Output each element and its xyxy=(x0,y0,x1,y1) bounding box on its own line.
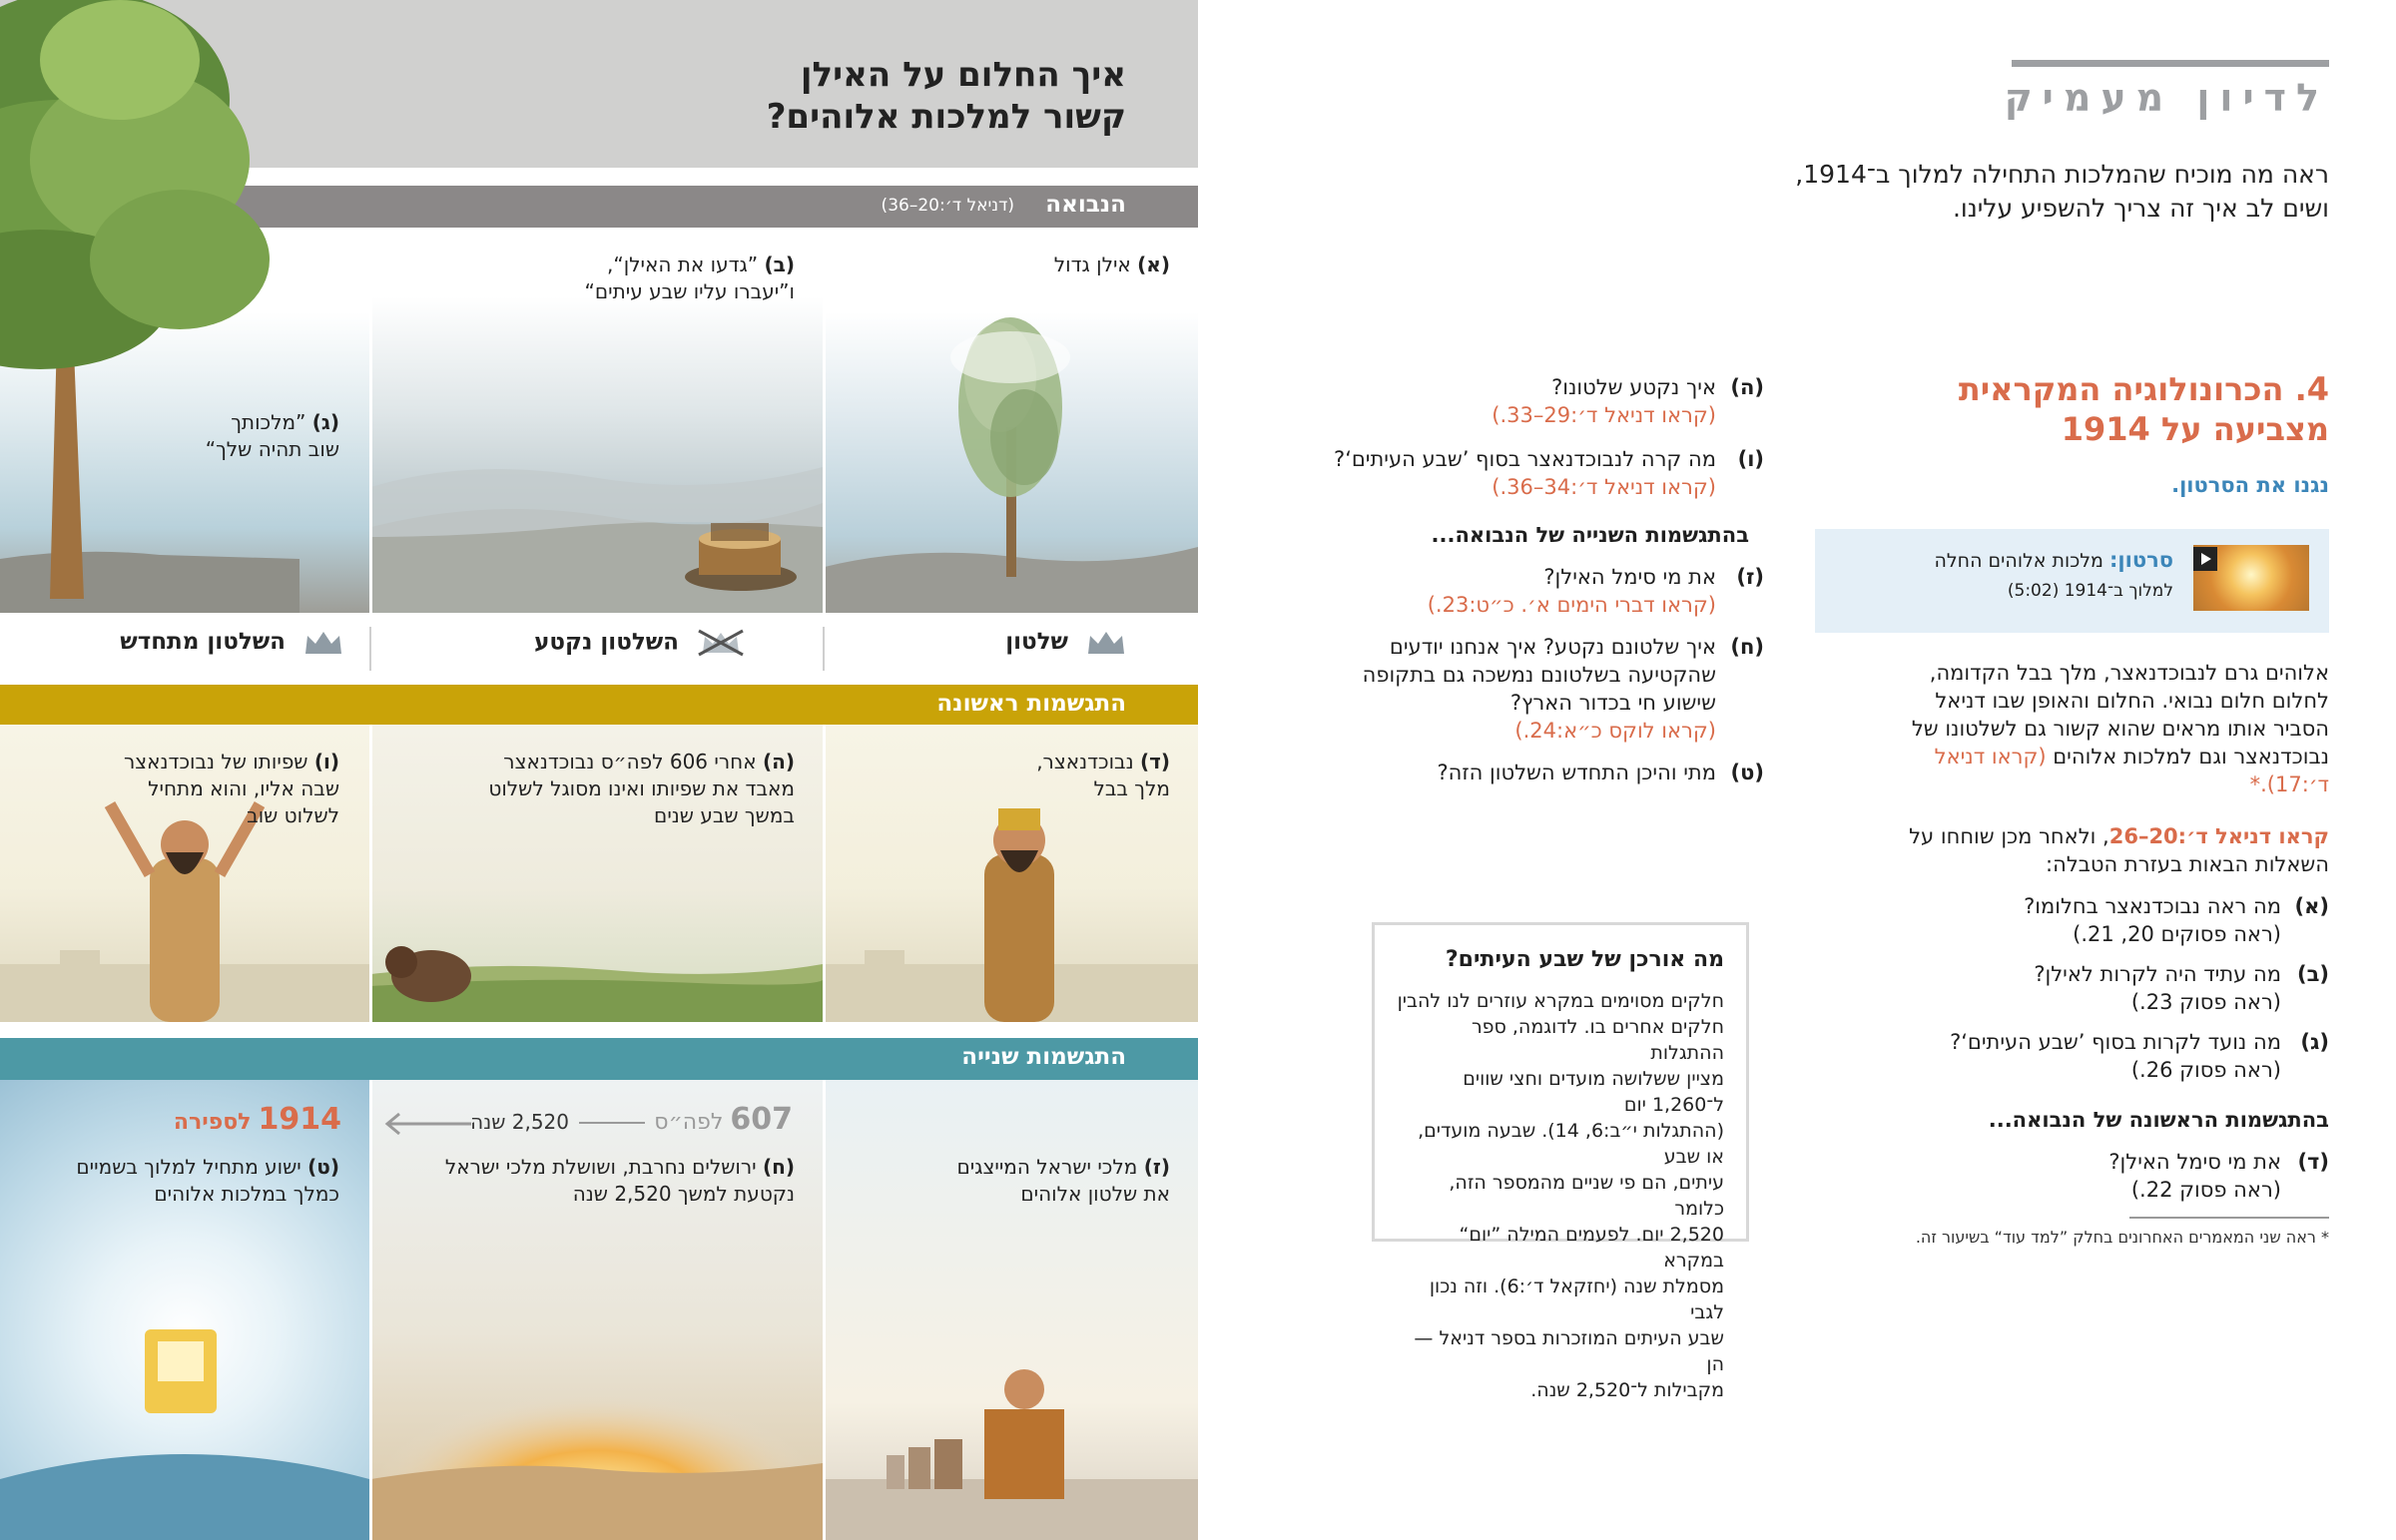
body-paragraph-2: קראו דניאל ד׳:20–26, ולאחר מכן שוחחו על השאלות הבאות בעזרת הטבלה: xyxy=(1909,824,2329,876)
caption-t: (ט) ישוע מתחיל למלוך בשמיים כמלך במלכות אלוהים xyxy=(76,1155,339,1206)
intro-text: ראה מה מוכיח שהמלכות התחילה למלוך ב־1914, ושים לב איך זה צריך להשפיע עלינו. xyxy=(1795,160,2329,223)
seven-times-sidebox xyxy=(1372,922,1749,1401)
prophecy-band-reference: (דניאל ד׳:20–36) xyxy=(881,196,1014,216)
prophecy-cell-cut-tree xyxy=(371,228,823,613)
caption-g: (ז) מלכי ישראל המייצגים את שלטון אלוהים xyxy=(956,1155,1170,1206)
scripture-link[interactable]: (קראו לוקס כ״א:24.) xyxy=(1514,719,1716,743)
start-year-suffix: לפה״ס xyxy=(654,1110,724,1135)
sidebox-body: חלקים מסוימים במקרא עוזרים לנו להבין חלקים אחרים בו. לדוגמה, ספר ההתגלות מציין ששלושה מועדים וחצי שווים ל־1,260 יום (ההתגלות י״ב:6, 14). שבעה מועדים, או שבע עיתים, הם פי שניים מהמספר הזה, כלומר 2,520 יום. לפעמים המילה ”יום“ במקרא מסמלת שנה (יחזקאל ד׳:6). וזה נכון לגבי שבע העיתים המוזכרות בספר דניאל — הן מקבילות ל־2,520 שנה. xyxy=(1397,990,1724,1401)
column-divider xyxy=(369,228,372,613)
start-year: 607 xyxy=(730,1102,793,1137)
first-fulfillment-band xyxy=(0,685,1198,725)
column-divider xyxy=(369,725,372,1022)
body-paragraph-1: אלוהים גרם לנבוכדנאצר, מלך בבל הקדומה, לחלום חלום נבואי. החלום והאופן שבו דניאל הסביר אותו מראים שהוא קשור גם לשלטונו של נבוכדנאצר וגם למלכות אלוהים (קראו דניאל ד׳:17).* xyxy=(1911,661,2329,796)
sidebox-title: מה אורכן של שבע העיתים? xyxy=(1445,947,1724,972)
first-cell-madness xyxy=(371,725,823,1022)
caption-h: (ח) ירושלים נחרבת, ושושלת מלכי ישראל נקטעת למשך 2,520 שנה xyxy=(444,1155,795,1206)
scripture-link[interactable]: (קראו דברי הימים א׳. כ״ט:23.) xyxy=(1427,593,1716,617)
timeline-span-text: 2,520 שנה xyxy=(470,1110,569,1134)
second-cell-jerusalem xyxy=(371,1080,823,1540)
question-t: (ט) מתי והיכן התחדש השלטון הזה? xyxy=(1437,761,1764,784)
timeline-start xyxy=(654,1102,793,1137)
timeline-span xyxy=(470,1110,569,1135)
second-fulfillment-band xyxy=(0,1038,1198,1080)
caption-a: (א) אילן גדול xyxy=(1053,253,1170,276)
question-c: (ג) מה נועד לקרות בסוף ’שבע העיתים‘? (ראה פסוק 26.) xyxy=(1950,1030,2329,1082)
subhead-second-fulfillment: בהתגשמות השנייה של הנבואה... xyxy=(1431,523,1749,547)
play-icon[interactable] xyxy=(2193,547,2217,571)
question-list-1 xyxy=(1860,892,2329,1096)
question-h: (ח) איך שלטונם נקטע? איך אנחנו יודעים שהקטיעה בשלטונם נמשכה גם בתקופה שישוע חי בכדור הארץ? (קראו לוקס כ״א:24.) xyxy=(1285,633,1764,745)
question-list-3 xyxy=(1285,373,1764,517)
video-caption[interactable] xyxy=(1834,545,2173,606)
rulership-label: שלטון xyxy=(1005,629,1126,669)
full-grown-tree-illustration xyxy=(0,0,300,613)
caption-d: (ד) נבוכדנאצר, מלך בבל xyxy=(1036,750,1170,800)
end-year: 1914 xyxy=(258,1102,341,1137)
footnote: * ראה שני המאמרים האחרונים בחלק ”למד עוד“ בשיעור זה. xyxy=(1915,1228,2329,1247)
scripture-link[interactable]: קראו דניאל ד׳:20–26 xyxy=(2108,824,2329,848)
crown-icon xyxy=(303,630,343,656)
ruler-divider xyxy=(369,627,371,671)
scripture-link[interactable]: (קראו דניאל ד׳:34–36.) xyxy=(1492,475,1716,499)
rulership-row xyxy=(0,619,1198,675)
timeline-line xyxy=(579,1122,645,1124)
first-cell-restored xyxy=(0,725,369,1022)
arrow-left-icon xyxy=(383,1112,473,1136)
question-d: (ד) את מי סימל האילן? (ראה פסוק 22.) xyxy=(2108,1150,2329,1202)
play-video-instruction: נגנו את הסרטון. xyxy=(2171,473,2329,497)
question-list-4 xyxy=(1285,563,1764,800)
second-cell-heavenly-kingdom xyxy=(0,1080,369,1540)
ruler-divider xyxy=(823,627,825,671)
caption-c: (ג) ”מלכותך שוב תהיה שלך“ xyxy=(205,410,339,461)
question-list-2 xyxy=(1860,1148,2329,1216)
deep-discussion-article xyxy=(1198,0,2396,1540)
video-title: מלכות אלוהים החלה xyxy=(1934,550,2103,572)
caption-f: (ו) שפיותו של נבוכדנאצר שבה אליו, והוא מתחיל לשלוט שוב xyxy=(124,750,339,827)
video-title-line2: למלוך ב־1914 (5:02) xyxy=(2007,581,2173,601)
second-cell-kings xyxy=(825,1080,1198,1540)
end-year-suffix: לספירה xyxy=(173,1110,252,1135)
second-fulfillment-label: התגשמות שנייה xyxy=(961,1044,1126,1070)
question-a: (א) מה ראה נבוכדנאצר בחלומו? (ראה פסוקים 20, 21.) xyxy=(2024,894,2329,946)
video-link[interactable] xyxy=(1815,529,2329,633)
column-divider xyxy=(823,228,826,613)
kings-of-israel-illustration xyxy=(825,1080,1198,1540)
caption-e: (ה) אחרי 606 לפה״ס נבוכדנאצר מאבד את שפיותו ואינו מסוגל לשלוט במשך שבע שנים xyxy=(488,750,795,827)
video-label: סרטון: xyxy=(2109,548,2173,572)
rulership-cut-label: השלטון נקטע xyxy=(534,629,745,669)
rulership-renewed-label: השלטון מתחדש xyxy=(120,629,343,669)
jerusalem-destroyed-illustration xyxy=(371,1080,823,1540)
scripture-link[interactable]: (קראו דניאל ד׳:29–33.) xyxy=(1492,403,1716,427)
timeline-end xyxy=(174,1102,341,1137)
first-cell-king xyxy=(825,725,1198,1022)
prophecy-cell-large-tree xyxy=(825,228,1198,613)
crown-icon xyxy=(1086,630,1126,656)
first-fulfillment-label: התגשמות ראשונה xyxy=(936,691,1126,717)
subhead-first-fulfillment: בהתגשמות הראשונה של הנבואה... xyxy=(1988,1108,2329,1132)
section-title: 4. הכרונולוגיה המקראית מצביעה על 1914 xyxy=(1958,370,2329,448)
kicker-bar xyxy=(2012,60,2329,67)
prophecy-band-label: הנבואה xyxy=(1045,192,1126,218)
large-tree-illustration xyxy=(825,228,1198,613)
question-b: (ב) מה עתיד היה לקרות לאילן? (ראה פסוק 23.) xyxy=(2034,962,2329,1014)
question-e: (ה) איך נקטע שלטונו? (קראו דניאל ד׳:29–33.) xyxy=(1285,373,1764,429)
kicker-title: לדיון מעמיק xyxy=(2004,76,2329,120)
question-f: (ו) מה קרה לנבוכדנאצר בסוף ’שבע העיתים‘? (קראו דניאל ד׳:34–36.) xyxy=(1285,445,1764,501)
column-divider xyxy=(369,1080,372,1540)
column-divider xyxy=(823,725,826,1022)
question-g: (ז) את מי סימל האילן? (קראו דברי הימים א׳. כ״ט:23.) xyxy=(1285,563,1764,619)
scripture-link[interactable]: (קראו דניאל ד׳:17).* xyxy=(1934,745,2329,796)
crossed-crown-icon xyxy=(697,629,745,657)
column-divider xyxy=(823,1080,826,1540)
caption-b: (ב) ”גדעו את האילן“, ו”יעברו עליו שבע עיתים“ xyxy=(584,253,795,303)
footnote-divider xyxy=(2129,1217,2329,1219)
infographic-title: איך החלום על האילן קשור למלכות אלוהים? xyxy=(766,55,1126,137)
heavenly-throne-illustration xyxy=(0,1080,369,1540)
